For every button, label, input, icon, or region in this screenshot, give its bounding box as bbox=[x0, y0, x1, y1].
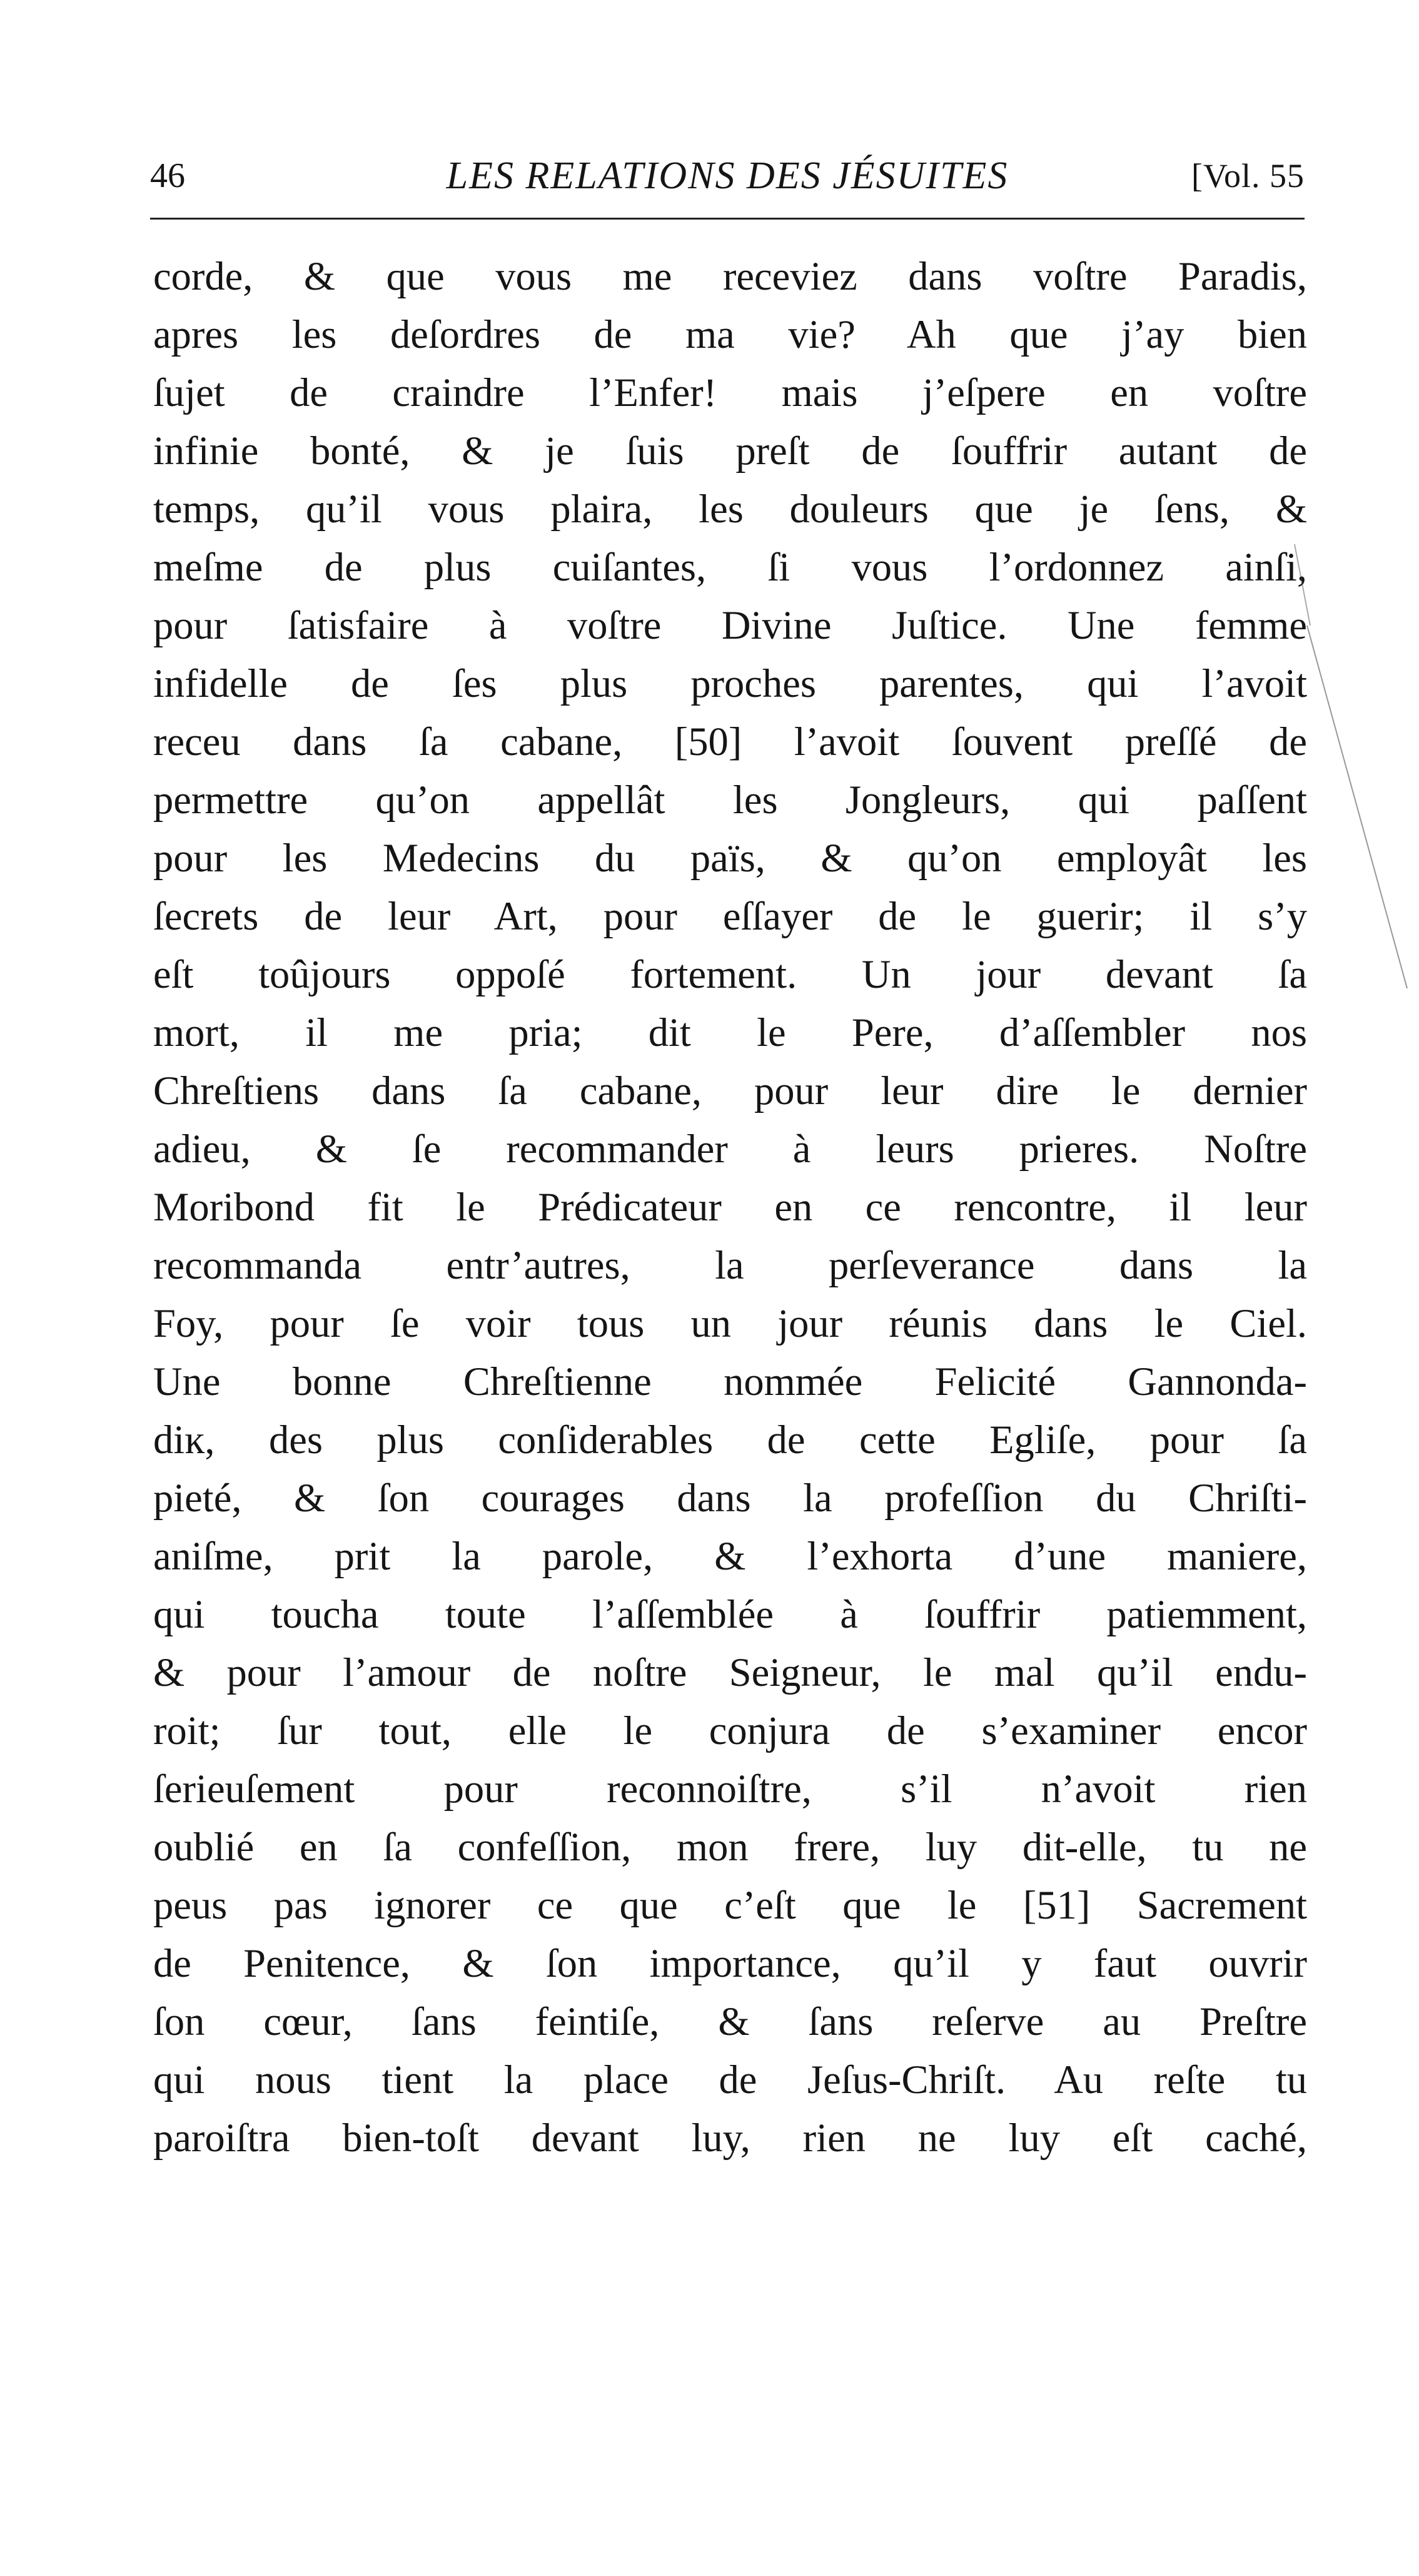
text-line: Chreſtiens dans ſa cabane, pour leur dire le dernier bbox=[153, 1068, 1307, 1113]
text-line: Foy, pour ſe voir tous un jour réunis dans le Ciel. bbox=[153, 1301, 1307, 1346]
text-line: qui toucha toute l’aſſemblée à ſouffrir patiemment, bbox=[153, 1592, 1307, 1636]
text-line: peus pas ignorer ce que c’eſt que le [51] Sacrement bbox=[153, 1883, 1307, 1927]
text-line: recommanda entr’autres, la perſeverance dans la bbox=[153, 1243, 1307, 1287]
text-line: ſecrets de leur Art, pour eſſayer de le guerir; il s’y bbox=[153, 894, 1307, 938]
text-line: adieu, & ſe recommander à leurs prieres. Noſtre bbox=[153, 1127, 1307, 1171]
page-header bbox=[150, 141, 1305, 210]
header-rule bbox=[150, 218, 1305, 220]
text-line: infidelle de ſes plus proches parentes, qui l’avoit bbox=[153, 661, 1307, 706]
text-line: qui nous tient la place de Jeſus-Chriſt. Au reſte tu bbox=[153, 2057, 1307, 2102]
page-number: 46 bbox=[150, 156, 185, 195]
text-line: pour ſatisfaire à voſtre Divine Juſtice. Une femme bbox=[153, 603, 1307, 647]
text-line: Une bonne Chreſtienne nommée Felicité Gannonda- bbox=[153, 1359, 1307, 1404]
text-line: pieté, & ſon courages dans la profeſſion du Chriſti- bbox=[153, 1476, 1307, 1520]
text-line: de Penitence, & ſon importance, qu’il y faut ouvrir bbox=[153, 1941, 1307, 1985]
text-line: ſon cœur, ſans feintiſe, & ſans reſerve au Preſtre bbox=[153, 1999, 1307, 2044]
text-line: ſerieuſement pour reconnoiſtre, s’il n’avoit rien bbox=[153, 1767, 1307, 1811]
text-line: temps, qu’il vous plaira, les douleurs que je ſens, & bbox=[153, 487, 1307, 531]
text-line: oublié en ſa confeſſion, mon frere, luy dit-elle, tu ne bbox=[153, 1825, 1307, 1869]
volume-label: [Vol. 55 bbox=[1191, 157, 1305, 195]
text-line: pour les Medecins du païs, & qu’on employât les bbox=[153, 836, 1307, 880]
text-line: apres les deſordres de ma vie? Ah que j’ay bien bbox=[153, 312, 1307, 357]
text-line: meſme de plus cuiſantes, ſi vous l’ordonnez ainſi, bbox=[153, 545, 1307, 589]
text-line: & pour l’amour de noſtre Seigneur, le mal qu’il endu- bbox=[153, 1650, 1307, 1695]
body-text bbox=[153, 247, 1307, 2167]
text-line: receu dans ſa cabane, [50] l’avoit ſouvent preſſé de bbox=[153, 719, 1307, 764]
text-line: Moribond fit le Prédicateur en ce rencontre, il leur bbox=[153, 1185, 1307, 1229]
text-line: permettre qu’on appellât les Jongleurs, qui paſſent bbox=[153, 778, 1307, 822]
text-line: infinie bonté, & je ſuis preſt de ſouffrir autant de bbox=[153, 428, 1307, 473]
text-line: aniſme, prit la parole, & l’exhorta d’une maniere, bbox=[153, 1534, 1307, 1578]
text-line: ſujet de craindre l’Enfer! mais j’eſpere en voſtre bbox=[153, 370, 1307, 415]
text-line: diĸ, des plus conſiderables de cette Egliſe, pour ſa bbox=[153, 1417, 1307, 1462]
text-line: roit; ſur tout, elle le conjura de s’examiner encor bbox=[153, 1708, 1307, 1753]
text-line: mort, il me pria; dit le Pere, d’aſſembler nos bbox=[153, 1010, 1307, 1055]
text-line: paroiſtra bien-toſt devant luy, rien ne luy eſt caché, bbox=[153, 2116, 1307, 2160]
text-line: corde, & que vous me receviez dans voſtre Paradis, bbox=[153, 254, 1307, 298]
running-title: LES RELATIONS DES JÉSUITES bbox=[446, 155, 1009, 197]
text-line: eſt toûjours oppoſé fortement. Un jour devant ſa bbox=[153, 952, 1307, 996]
